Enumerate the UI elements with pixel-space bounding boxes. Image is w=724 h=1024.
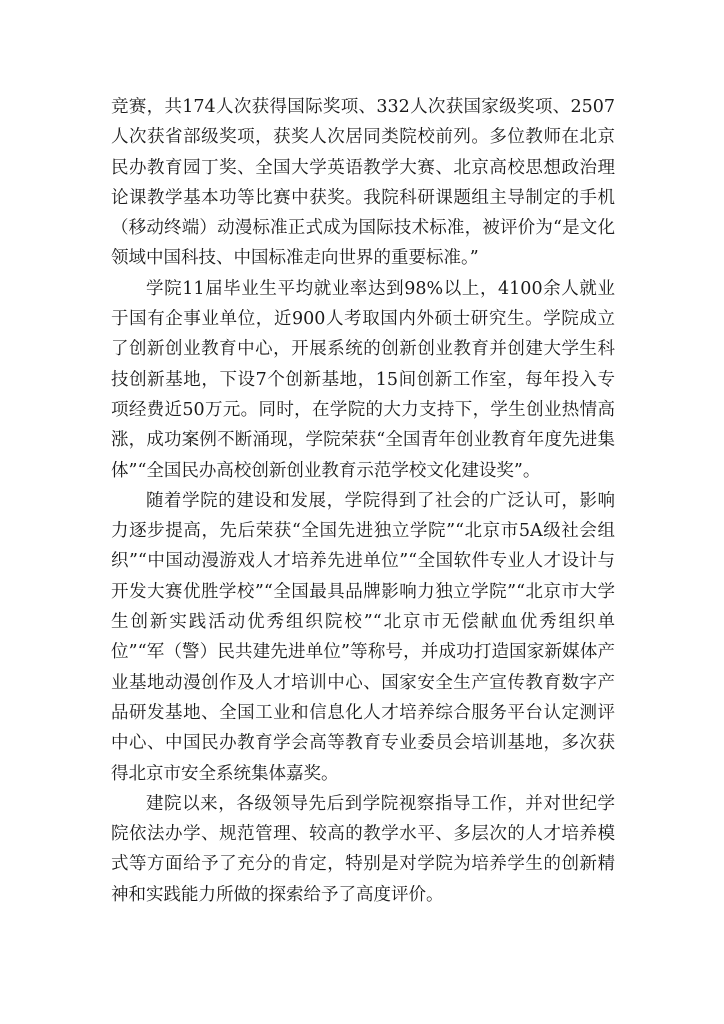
paragraph-honors: 随着学院的建设和发展，学院得到了社会的广泛认可，影响力逐步提高，先后荣获“全国先进独立学院”“北京市5A级社会组织”“中国动漫游戏人才培养先进单位”“全国软件专业人才设计与开发大赛优胜学校”“全国最具品牌影响力独立学院”“北京市大学生创新实践活动优秀组织院校”“北京市无偿献血优秀组织单位”“军（警）民共建先进单位”等称号，并成功打造国家新媒体产业基地动漫创作及人才培训中心、国家安全生产宣传教育数字产品研发基地、全国工业和信息化人才培养综合服务平台认定测评中心、中国民办教育学会高等教育专业委员会培训基地，多次获得北京市安全系统集体嘉奖。	[111, 490, 615, 784]
paragraph-employment: 学院11届毕业生平均就业率达到98%以上，4100余人就业于国有企事业单位，近900人考取国内外硕士研究生。学院成立了创新创业教育中心，开展系统的创新创业教育并创建大学生科技创新基地，下设7个创新基地，15间创新工作室，每年投入专项经费近50万元。同时，在学院的大力支持下，学生创业热情高涨，成功案例不断涌现，学院荣获“全国青年创业教育年度先进集体”“全国民办高校创新创业教育示范学校文化建设奖”。	[111, 278, 615, 481]
paragraph-leadership-visits: 建院以来，各级领导先后到学院视察指导工作，并对世纪学院依法办学、规范管理、较高的教学水平、多层次的人才培养模式等方面给予了充分的肯定，特别是对学院为培养学生的创新精神和实践能力所做的探索给予了高度评价。	[111, 793, 615, 905]
paragraph-awards: 竞赛，共174人次获得国际奖项、332人次获国家级奖项、2507人次获省部级奖项，获奖人次居同类院校前列。多位教师在北京民办教育园丁奖、全国大学英语教学大赛、北京高校思想政治理论课教学基本功等比赛中获奖。我院科研课题组主导制定的手机（移动终端）动漫标准正式成为国际技术标准，被评价为“是文化领域中国科技、中国标准走向世界的重要标准。”	[111, 97, 615, 269]
document-body	[111, 92, 615, 910]
